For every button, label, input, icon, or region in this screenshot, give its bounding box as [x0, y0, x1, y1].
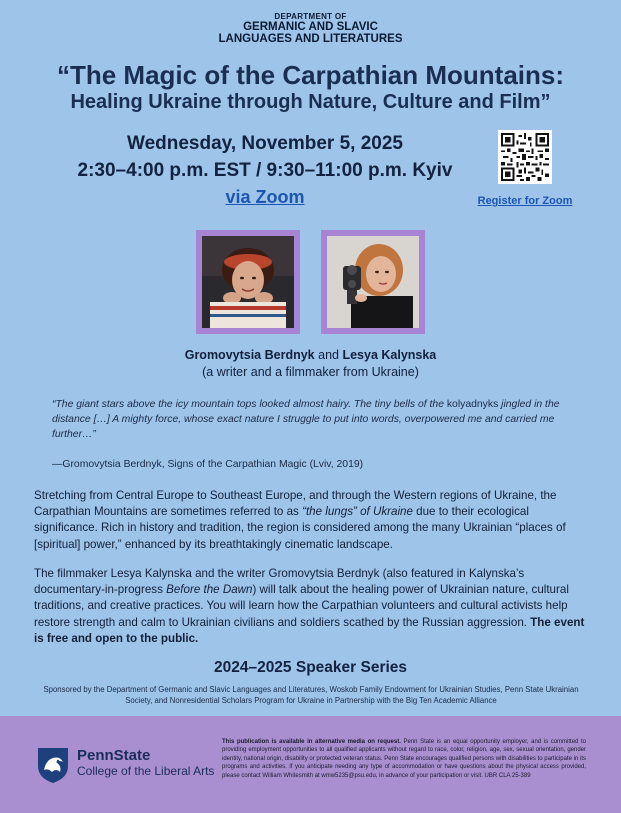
zoom-link[interactable]: via Zoom — [225, 187, 305, 207]
p2-free-event: The event is free and open to the public. — [34, 615, 585, 645]
title-line-1: “The Magic of the Carpathian Mountains: — [56, 60, 564, 90]
p1-text-b: due to their ecological significance. Rich in history and tradition, the region is considered among the many Ukrainian “places of [spiritual] power,” enhanced by its breathtakingly cinematic landscape. — [34, 505, 566, 551]
speaker-photo-kalynska — [321, 230, 425, 334]
speaker-name-1: Gromovytsia Berdnyk — [184, 348, 315, 362]
legal-bold: This publication is available in alternative media on request. — [222, 739, 401, 745]
title-line-2: Healing Ukraine through Nature, Culture and Film” — [70, 91, 551, 113]
speaker-names-conjunction: and — [314, 348, 343, 362]
college-logo-text — [77, 748, 214, 779]
description-paragraph-2 — [34, 566, 590, 647]
logo-college: College of the Liberal Arts — [77, 764, 215, 778]
p2-emphasis: Before the Dawn — [166, 583, 253, 597]
dept-line-3: LANGUAGES AND LITERATURES — [218, 33, 403, 45]
quote-part-1: “The giant stars above the icy mountain tops looked almost hairy. The tiny bells of the — [52, 399, 447, 410]
qr-code[interactable] — [498, 130, 552, 184]
portrait-berdnyk-icon — [202, 236, 294, 328]
quote-part-2: jingled in the distance […] A mighty force, whose exact nature I struggle to put into words, overpowered me and carried me further…” — [52, 399, 560, 440]
speaker-series-title: 2024–2025 Speaker Series — [213, 659, 408, 676]
dept-line-1: DEPARTMENT OF — [274, 12, 347, 21]
dept-line-2: GERMANIC AND SLAVIC — [243, 21, 378, 33]
footer-band — [0, 716, 621, 813]
legal-text: Penn State is an equal opportunity employer, and is committed to providing employment opportunities to all qualified applicants without regard to race, color, religion, age, sex, sexual orientation, gender identity, national origin, disability or protected veteran status. Penn State encourages qualified persons with disabilities to participate in its programs and activities. If you anticipate needing any type of accommodation or have questions about the physical access provided, please contact William Whitesmith at wmw5235@psu.edu, in advance of your participation or visit. UBR CLA 25-389 — [222, 739, 586, 779]
event-date: Wednesday, November 5, 2025 — [127, 133, 403, 154]
portrait-kalynska-icon — [327, 236, 419, 328]
description-paragraph-1 — [34, 488, 590, 553]
speaker-photo-berdnyk — [196, 230, 300, 334]
register-link[interactable]: Register for Zoom — [477, 195, 573, 207]
qr-code-icon — [501, 133, 549, 181]
event-title — [0, 60, 621, 114]
logo-name: PennState — [77, 747, 151, 764]
speaker-description: (a writer and a filmmaker from Ukraine) — [202, 365, 419, 379]
department-header — [0, 12, 621, 45]
quote-term: kolyadnyks — [446, 399, 499, 410]
p2-text-b: ) will talk about the healing power of Ukrainian nature, cultural traditions, and creative practices. You will learn how the Carpathian volunteers and cultural activists help restore strength and calm to Ukrainian civilians and soldiers scathed by the Russian aggression. — [34, 583, 569, 629]
event-time: 2:30–4:00 p.m. EST / 9:30–11:00 p.m. Kyiv — [77, 160, 453, 181]
quote-citation: —Gromovytsia Berdnyk, Signs of the Carpathian Magic (Lviv, 2019) — [52, 459, 364, 470]
event-datetime — [40, 130, 490, 210]
p1-text-a: Stretching from Central Europe to Southeast Europe, and through the Western regions of Ukraine, the Carpathian Mountains are sometimes referred to as — [34, 489, 557, 519]
sponsor-line: Sponsored by the Department of Germanic and Slavic Languages and Literatures, Woskob Family Endowment for Ukrainian Studies, Penn State Ukrainian Society, and Nonresidential Scholars Program for Ukraine in Partnership with the Big Ten Academic Alliance — [43, 685, 579, 705]
p2-text-a: The filmmaker Lesya Kalynska and the writer Gromovytsia Berdnyk (also featured in Kalynska’s documentary-in-progress — [34, 567, 525, 597]
speaker-name-2: Lesya Kalynska — [342, 348, 437, 362]
speaker-names — [0, 347, 621, 381]
epigraph-quote — [52, 397, 582, 442]
penn-state-shield-icon — [36, 746, 70, 784]
p1-emphasis: “the lungs” of Ukraine — [302, 505, 413, 519]
legal-notice — [222, 738, 586, 780]
